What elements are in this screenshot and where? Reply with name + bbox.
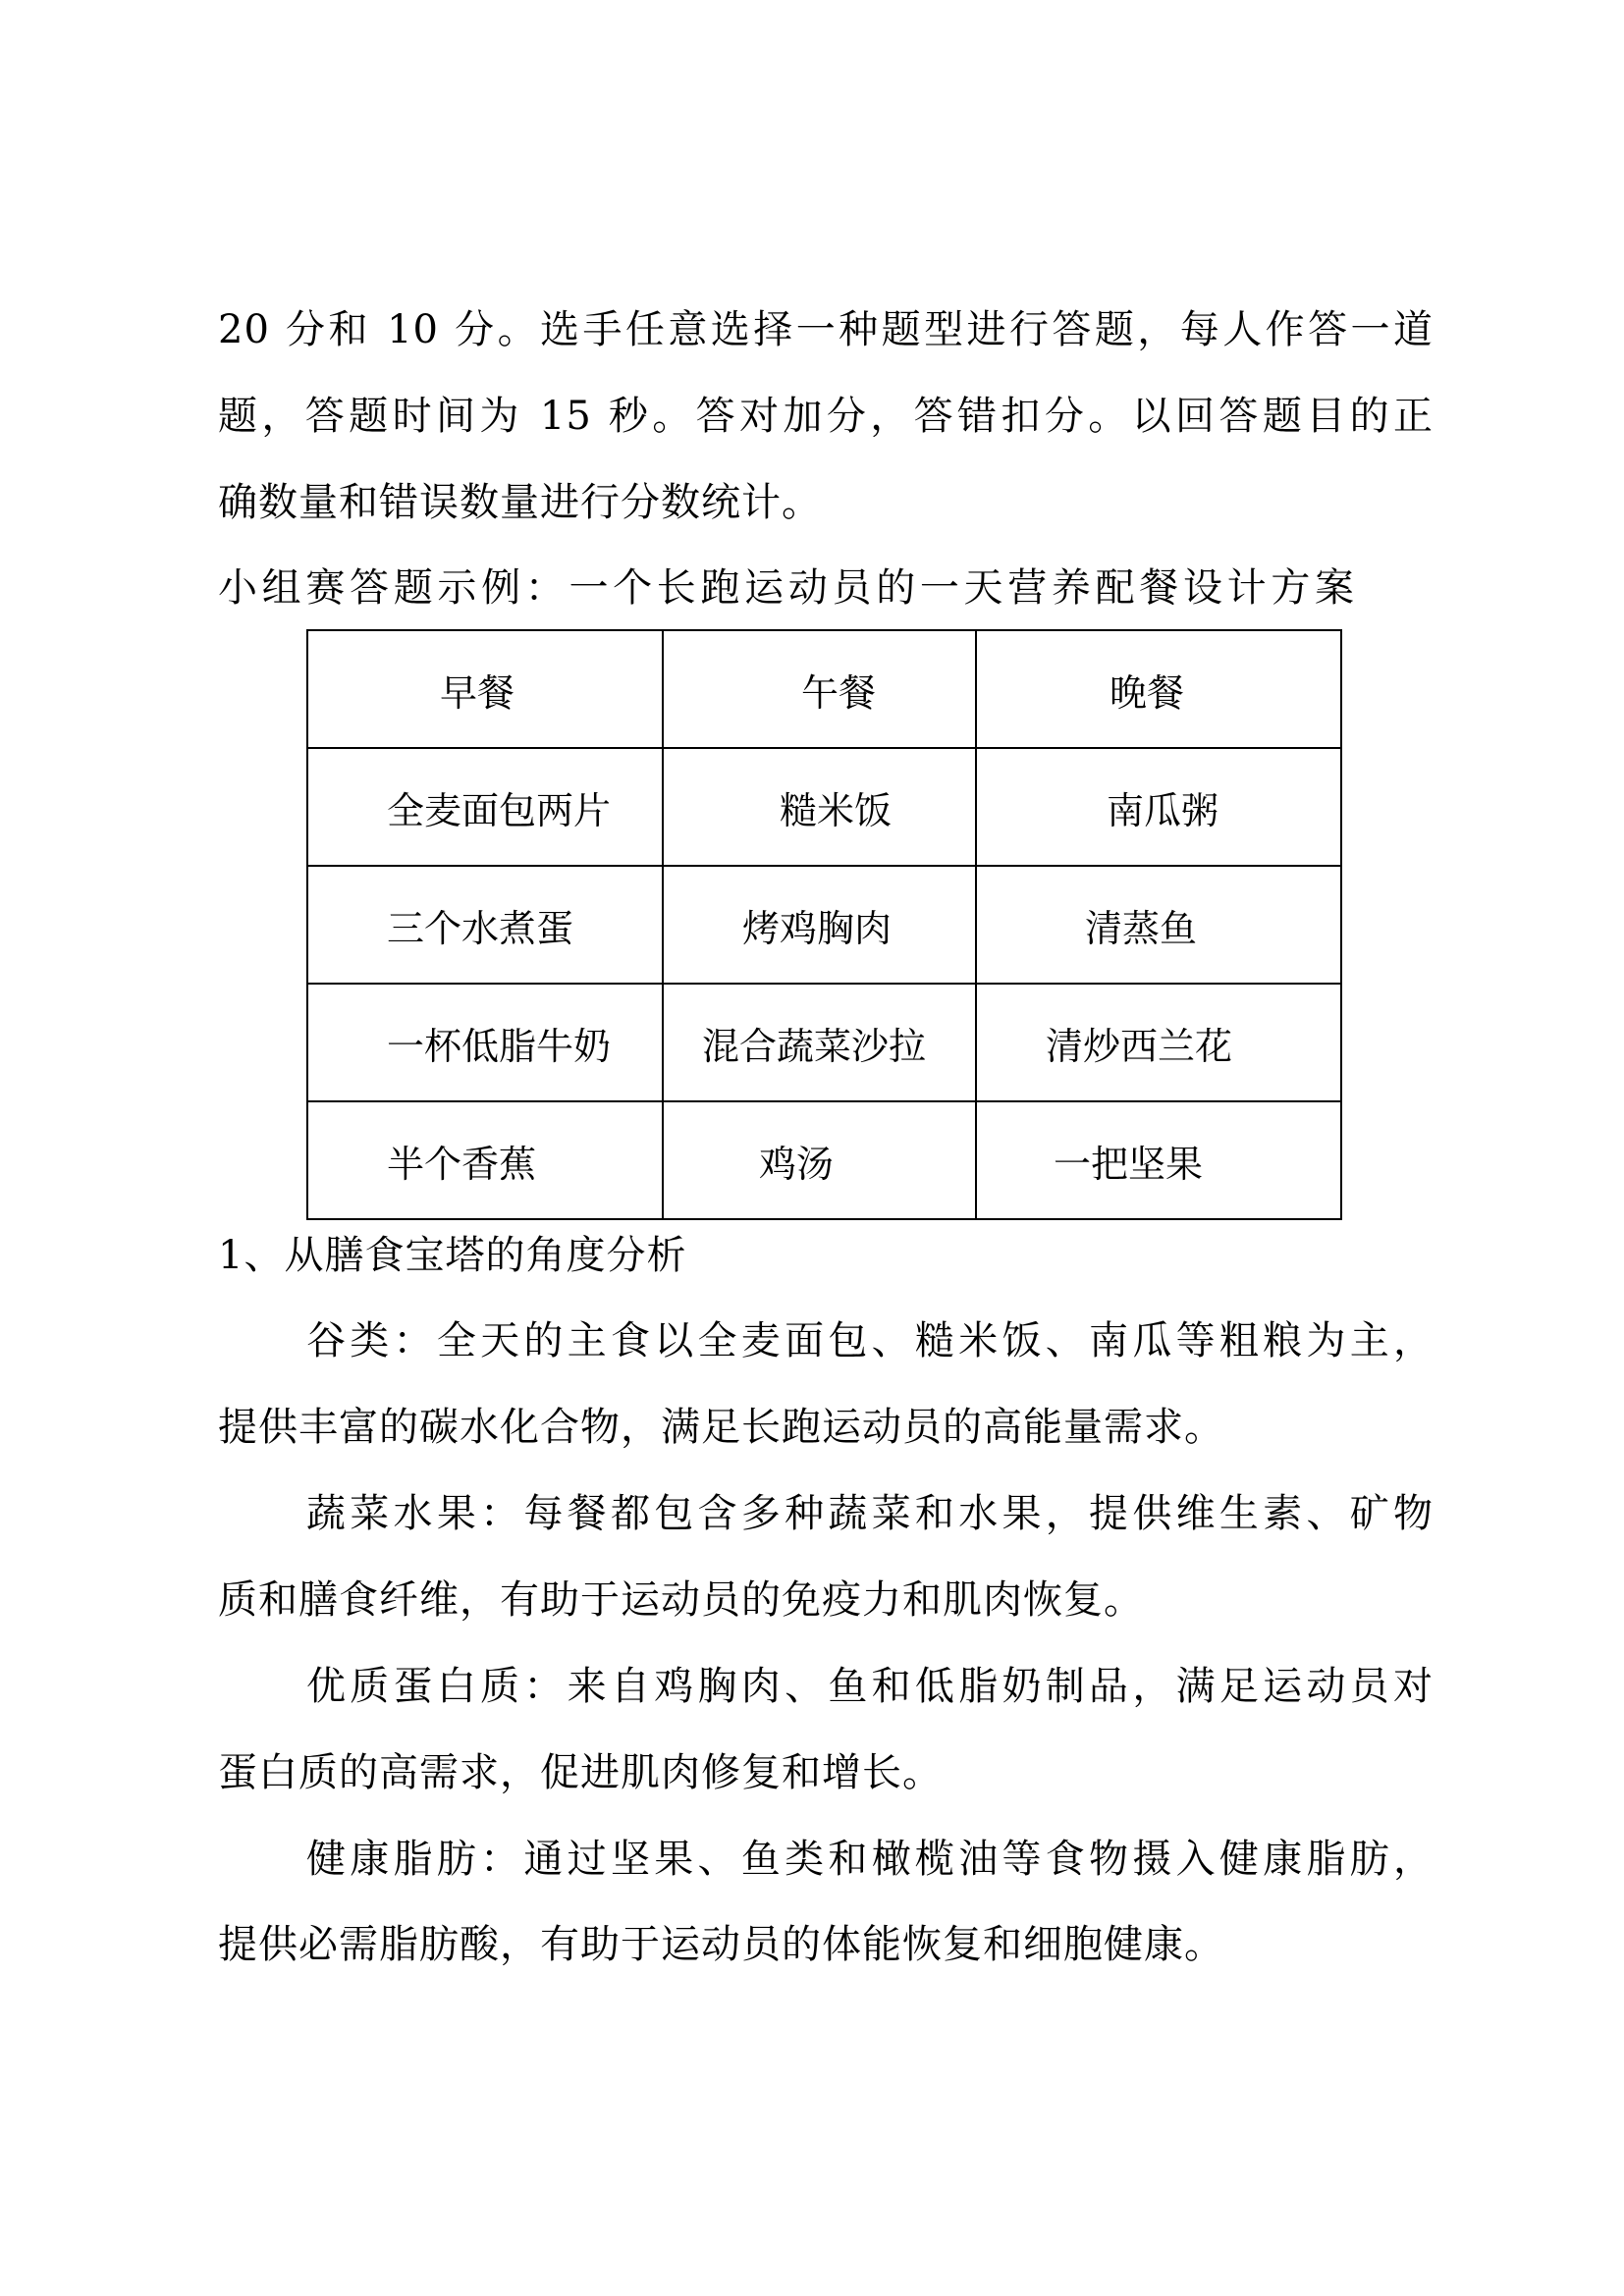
grains-line-1: 谷类：全天的主食以全麦面包、糙米饭、南瓜等粗粮为主，	[306, 1318, 1434, 1363]
table-cell: 混合蔬菜沙拉	[663, 984, 976, 1101]
fat-line-1: 健康脂肪：通过坚果、鱼类和橄榄油等食物摄入健康脂肪，	[306, 1837, 1434, 1882]
table-cell: 糙米饭	[663, 748, 976, 866]
example-title: 小组赛答题示例：一个长跑运动员的一天营养配餐设计方案	[218, 565, 1355, 611]
protein-line-2: 蛋白质的高需求，促进肌肉修复和增长。	[218, 1750, 943, 1795]
table-cell: 清蒸鱼	[976, 866, 1341, 984]
table-cell: 全麦面包两片	[307, 748, 663, 866]
meal-plan-table	[306, 629, 1342, 1220]
table-row	[307, 984, 1341, 1101]
table-header-row	[307, 630, 1341, 748]
fat-line-2: 提供必需脂肪酸，有助于运动员的体能恢复和细胞健康。	[218, 1922, 1224, 1967]
table-row	[307, 748, 1341, 866]
intro-line-3: 确数量和错误数量进行分数统计。	[218, 480, 822, 525]
intro-line-2: 题，答题时间为 15 秒。答对加分，答错扣分。以回答题目的正	[218, 394, 1434, 439]
table-cell: 一杯低脂牛奶	[307, 984, 663, 1101]
section-heading: 1、从膳食宝塔的角度分析	[218, 1233, 687, 1278]
table-cell: 清炒西兰花	[976, 984, 1341, 1101]
table-cell: 南瓜粥	[976, 748, 1341, 866]
table-header-cell: 晚餐	[976, 630, 1341, 748]
table-cell: 烤鸡胸肉	[663, 866, 976, 984]
table-cell: 一把坚果	[976, 1101, 1341, 1219]
veg-line-1: 蔬菜水果：每餐都包含多种蔬菜和水果，提供维生素、矿物	[306, 1491, 1434, 1536]
table-row	[307, 1101, 1341, 1219]
table-cell: 三个水煮蛋	[307, 866, 663, 984]
table-header-cell: 午餐	[663, 630, 976, 748]
veg-line-2: 质和膳食纤维，有助于运动员的免疫力和肌肉恢复。	[218, 1577, 1144, 1623]
intro-line-1: 20 分和 10 分。选手任意选择一种题型进行答题，每人作答一道	[218, 307, 1434, 352]
protein-line-1: 优质蛋白质：来自鸡胸肉、鱼和低脂奶制品，满足运动员对	[306, 1664, 1434, 1709]
table-cell: 半个香蕉	[307, 1101, 663, 1219]
grains-line-2: 提供丰富的碳水化合物，满足长跑运动员的高能量需求。	[218, 1405, 1224, 1450]
table-header-cell: 早餐	[307, 630, 663, 748]
table-row	[307, 866, 1341, 984]
table-cell: 鸡汤	[663, 1101, 976, 1219]
